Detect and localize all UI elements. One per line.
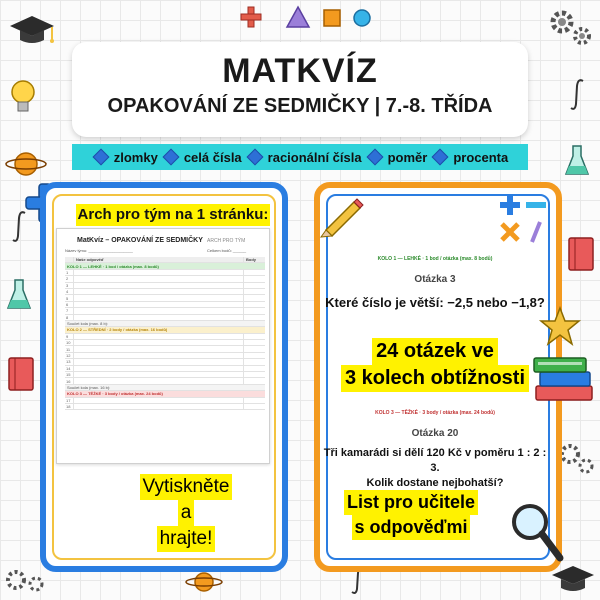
topic-item: poměr	[387, 149, 428, 165]
circle-icon	[352, 8, 372, 28]
square-icon	[322, 8, 342, 28]
notebook-icon	[6, 356, 36, 392]
planet-icon	[184, 568, 224, 596]
sheet-subtitle: ARCH PRO TÝM	[207, 238, 246, 244]
cta-line: s odpověďmi	[352, 515, 471, 540]
table-row: 3	[65, 283, 265, 289]
gear-icon	[548, 8, 594, 48]
table-row: 18	[65, 404, 265, 410]
pencil-icon	[318, 192, 364, 238]
topic-item: celá čísla	[183, 149, 242, 165]
round-header: KOLO 1 — LEHKÉ · 1 bod / otázka (max. 8 bodů)	[65, 263, 265, 269]
cta-line: a	[178, 500, 195, 526]
books-icon	[530, 346, 596, 404]
table-row: 5	[65, 295, 265, 301]
graduation-cap-icon	[550, 564, 596, 596]
page-subtitle: OPAKOVÁNÍ ZE SEDMIČKY | 7.-8. TŘÍDA	[107, 95, 493, 117]
table-row: 15	[65, 372, 265, 378]
flask-icon	[6, 278, 32, 312]
diamond-icon	[92, 149, 109, 166]
table-row: 17	[65, 398, 265, 404]
table-row: 1	[65, 270, 265, 276]
table-row: 7	[65, 308, 265, 314]
title-card	[72, 42, 528, 137]
sheet-title: MatKvíz – OPAKOVÁNÍ ZE SEDMIČKY	[77, 237, 203, 244]
triangle-icon	[286, 6, 310, 28]
table-row: 10	[65, 340, 265, 346]
notebook-icon	[566, 236, 596, 272]
table-row: 13	[65, 359, 265, 365]
team-sheet-label: Arch pro tým na 1 stránku:	[76, 204, 270, 226]
table-row: 12	[65, 353, 265, 359]
table-header: Naše odpověď Body	[65, 257, 265, 263]
star-icon	[540, 306, 580, 346]
math-symbols-icon	[496, 192, 552, 246]
diamond-icon	[432, 149, 449, 166]
teacher-sheet-cta	[336, 490, 486, 540]
cta-line: hrajte!	[157, 526, 216, 552]
cta-line: Vytiskněte	[140, 474, 233, 500]
magnifier-icon	[508, 500, 566, 564]
table-row: 14	[65, 366, 265, 372]
table-row: 9	[65, 334, 265, 340]
round-3-header: KOLO 3 — TĚŽKÉ · 3 body / otázka (max. 24 bodů)	[375, 410, 495, 416]
gear-icon	[4, 566, 48, 596]
sheet-total-field: Celkem bodů: ______	[207, 248, 247, 253]
table-row: 6	[65, 302, 265, 308]
table-row: 11	[65, 346, 265, 352]
table-row: 4	[65, 289, 265, 295]
question-label: Otázka 20	[411, 428, 459, 439]
table-row: 16	[65, 378, 265, 384]
planet-icon	[4, 148, 48, 180]
gear-icon	[556, 440, 596, 476]
questions-count-text: 24 otázek ve 3 kolech obtížnosti	[330, 338, 540, 392]
question-text: Tři kamarádi si dělí 120 Kč v poměru 1 : 2 : 3. Kolik dostane nejbohatší?	[323, 447, 547, 489]
print-cta	[130, 474, 242, 554]
round-header: KOLO 3 — TĚŽKÉ · 3 body / otázka (max. 24 bodů)	[65, 391, 265, 397]
cta-line: List pro učitele	[344, 490, 478, 515]
team-sheet-preview	[56, 228, 270, 464]
page-title: MATKVÍZ	[222, 52, 378, 90]
flask-icon	[564, 144, 590, 178]
topics-bar	[72, 144, 528, 170]
question-text: Které číslo je větší: −2,5 nebo −1,8?	[325, 295, 545, 310]
table-row: 8	[65, 315, 265, 321]
sheet-team-field: Název týmu: ____________________	[65, 248, 133, 253]
round-header: KOLO 2 — STŘEDNÍ · 2 body / otázka (max. 16 bodů)	[65, 327, 265, 333]
graduation-cap-icon	[8, 14, 56, 48]
question-label: Otázka 3	[414, 274, 456, 285]
diamond-icon	[162, 149, 179, 166]
integral-icon	[568, 78, 588, 112]
topic-item: zlomky	[113, 149, 158, 165]
table-row: 2	[65, 276, 265, 282]
round-1-header: KOLO 1 — LEHKÉ · 1 bod / otázka (max. 8 bodů)	[377, 256, 493, 262]
topic-item: procenta	[453, 149, 509, 165]
round-sum-row: Součet kola (max. 8 b):	[65, 321, 265, 327]
topic-item: racionální čísla	[267, 149, 362, 165]
diamond-icon	[366, 149, 383, 166]
sheet-table	[65, 257, 265, 410]
plus-icon	[240, 6, 262, 28]
lightbulb-icon	[8, 78, 38, 118]
round-sum-row: Součet kola (max. 16 b):	[65, 385, 265, 391]
diamond-icon	[246, 149, 263, 166]
